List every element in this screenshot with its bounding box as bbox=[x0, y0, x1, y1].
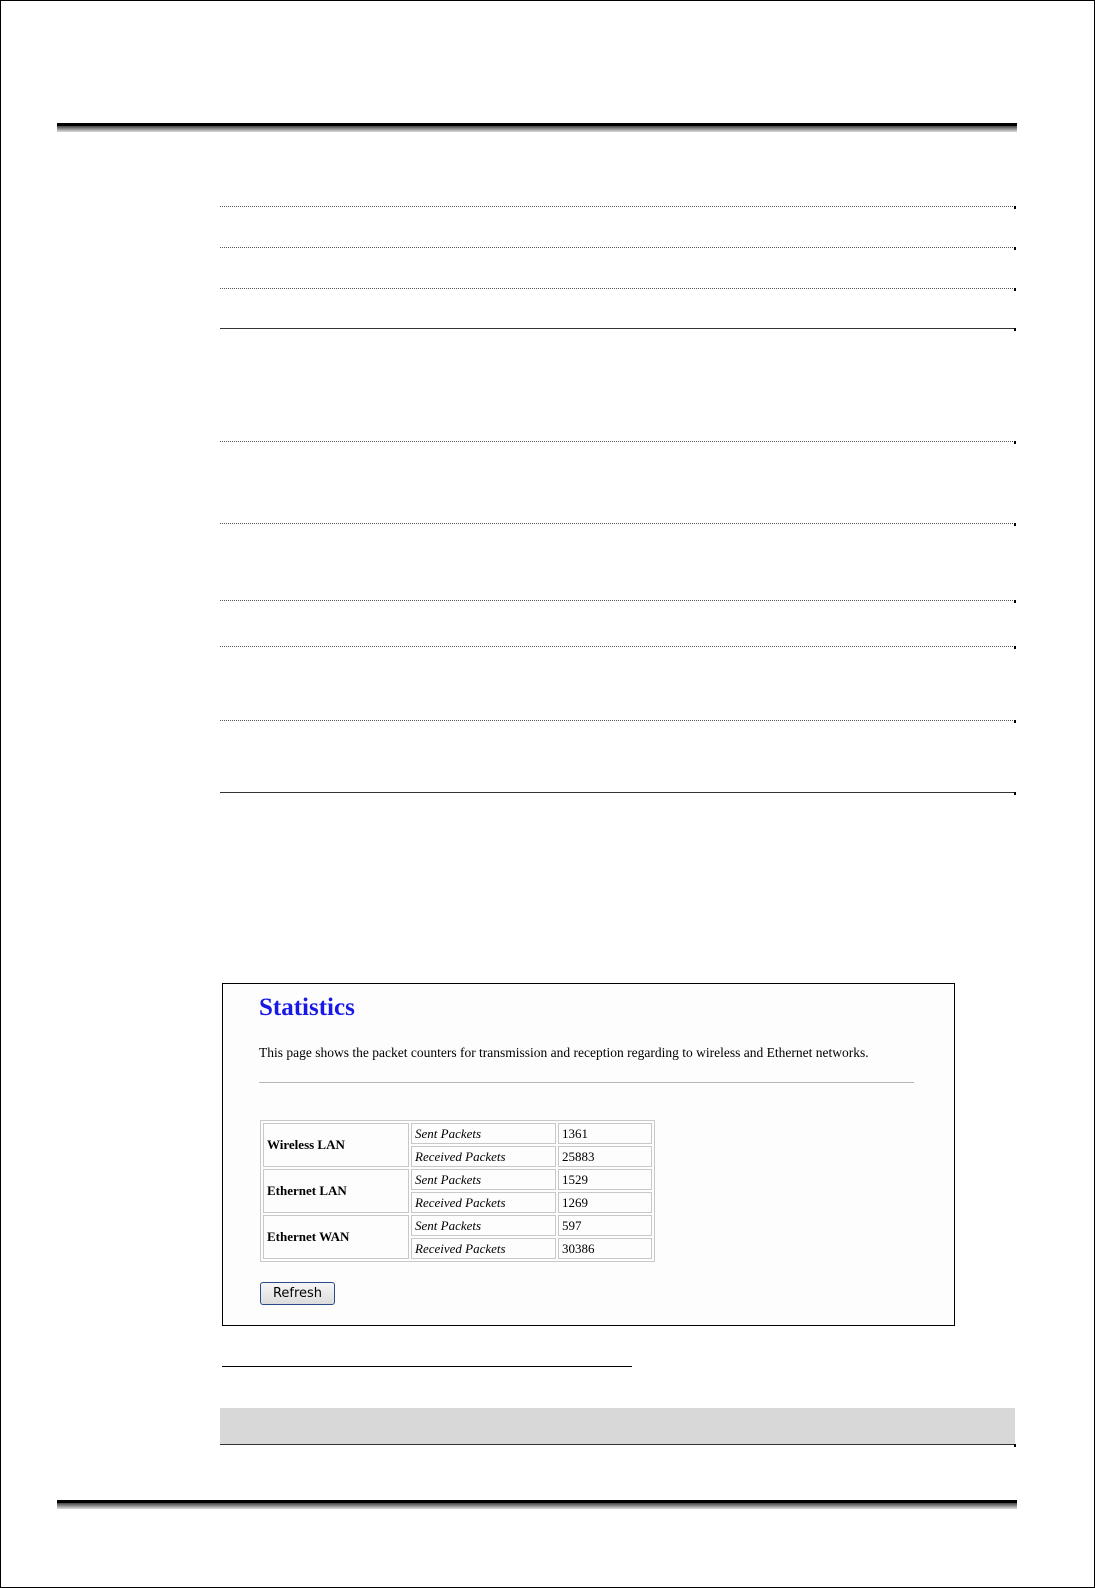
statistics-screenshot bbox=[222, 983, 955, 1326]
header-rule bbox=[57, 123, 1017, 132]
divider bbox=[220, 247, 1015, 248]
metric-label: Sent Packets bbox=[411, 1215, 556, 1236]
divider bbox=[220, 441, 1015, 442]
metric-value: 25883 bbox=[558, 1146, 652, 1167]
page-description: This page shows the packet counters for transmission and reception regarding to wireless and Ethernet networks. bbox=[259, 1045, 869, 1060]
divider bbox=[220, 328, 1015, 329]
page-title: Statistics bbox=[259, 994, 355, 1021]
footer-rule bbox=[57, 1500, 1017, 1509]
metric-label: Received Packets bbox=[411, 1192, 556, 1213]
metric-label: Received Packets bbox=[411, 1146, 556, 1167]
refresh-button[interactable]: Refresh bbox=[260, 1282, 335, 1305]
divider bbox=[220, 792, 1015, 793]
table-row bbox=[263, 1169, 652, 1190]
divider bbox=[220, 1444, 1015, 1445]
metric-value: 30386 bbox=[558, 1238, 652, 1259]
group-label-wireless-lan: Wireless LAN bbox=[263, 1123, 409, 1167]
divider bbox=[220, 206, 1015, 207]
metric-value: 1361 bbox=[558, 1123, 652, 1144]
divider bbox=[220, 600, 1015, 601]
table-row bbox=[263, 1123, 652, 1144]
separator bbox=[259, 1082, 914, 1084]
table-row bbox=[263, 1215, 652, 1236]
caption-underline bbox=[222, 1366, 632, 1367]
metric-label: Received Packets bbox=[411, 1238, 556, 1259]
statistics-table bbox=[260, 1120, 655, 1262]
metric-label: Sent Packets bbox=[411, 1169, 556, 1190]
metric-label: Sent Packets bbox=[411, 1123, 556, 1144]
shaded-band bbox=[220, 1408, 1015, 1444]
metric-value: 597 bbox=[558, 1215, 652, 1236]
metric-value: 1269 bbox=[558, 1192, 652, 1213]
group-label-ethernet-wan: Ethernet WAN bbox=[263, 1215, 409, 1259]
group-label-ethernet-lan: Ethernet LAN bbox=[263, 1169, 409, 1213]
divider bbox=[220, 288, 1015, 289]
metric-value: 1529 bbox=[558, 1169, 652, 1190]
divider bbox=[220, 523, 1015, 524]
divider bbox=[220, 720, 1015, 721]
divider bbox=[220, 646, 1015, 647]
